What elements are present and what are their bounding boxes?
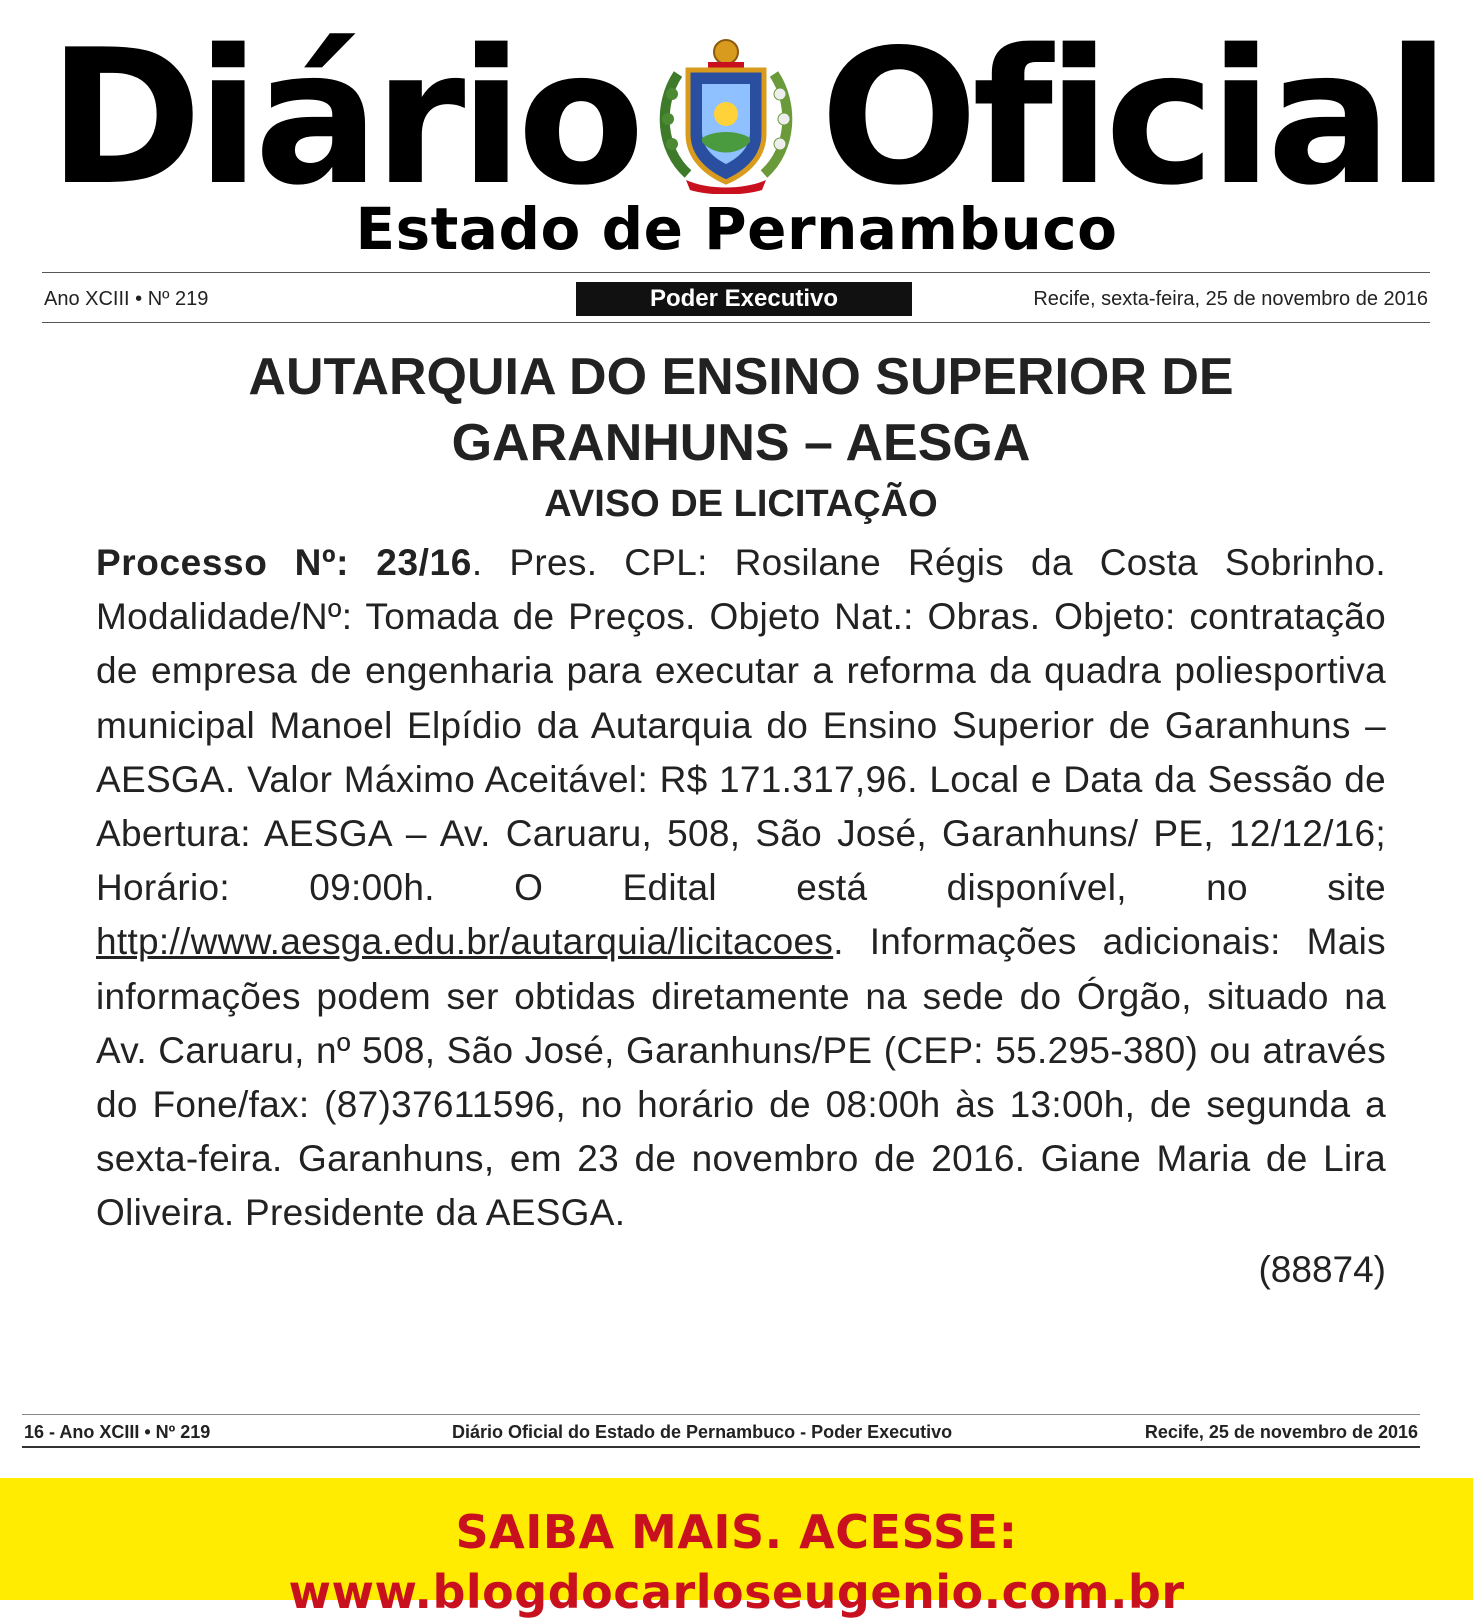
masthead: [0, 0, 1473, 270]
notice-heading: AUTARQUIA DO ENSINO SUPERIOR DE GARANHUNS – AESGA: [248, 348, 1234, 472]
notice-text-part-1: . Pres. CPL: Rosilane Régis da Costa Sobrinho. Modalidade/Nº: Tomada de Preços. Objeto Nat.: Obras. Objeto: contratação de empresa de engenharia para executar a reforma da quadra poliesportiva municipal Manoel Elpídio da Autarquia do Ensino Superior de Garanhuns – AESGA. Valor Máximo Aceitável: R$ 171.317,96. Local e Data da Sessão de Abertura: AESGA – Av. Caruaru, 508, São José, Garanhuns/ PE, 12/12/16; Horário: 09:00h. O Edital está disponível, no site: [96, 542, 1386, 909]
top-rule: [42, 272, 1430, 273]
promo-banner-text[interactable]: SAIBA MAIS. ACESSE: www.blogdocarloseugenio.com.br: [288, 1505, 1185, 1619]
coat-of-arms-icon: [648, 34, 804, 194]
masthead-title-left: Diário: [48, 9, 639, 226]
promo-banner: [0, 1478, 1473, 1619]
page-footer: [22, 1418, 1420, 1448]
notice-body: [96, 536, 1386, 1241]
process-number: Processo Nº: 23/16: [96, 542, 472, 583]
section-label: Poder Executivo: [576, 282, 912, 316]
footer-publication: Diário Oficial do Estado de Pernambuco - Poder Executivo: [452, 1422, 953, 1442]
bid-notice: [96, 344, 1386, 1297]
masthead-title-right: Oficial: [820, 9, 1445, 226]
footer-top-rule: [22, 1414, 1420, 1415]
notice-text-part-2: . Informações adicionais: Mais informações podem ser obtidas diretamente na sede do Órgão, situado na Av. Caruaru, nº 508, São José, Garanhuns/PE (CEP: 55.295-380) ou através do Fone/fax: (87)37611596, no horário de 08:00h às 13:00h, de segunda a sexta-feira. Garanhuns, em 23 de novembro de 2016. Giane Maria de Lira Oliveira. Presidente da AESGA.: [96, 921, 1386, 1234]
footer-bottom-rule: [22, 1446, 1420, 1448]
issue-info-bar: [42, 280, 1430, 320]
issue-number: Ano XCIII • Nº 219: [44, 288, 209, 310]
footer-date: Recife, 25 de novembro de 2016: [1144, 1422, 1418, 1442]
masthead-subtitle: Estado de Pernambuco: [355, 195, 1118, 263]
notice-link[interactable]: http://www.aesga.edu.br/autarquia/licitacoes: [96, 921, 834, 963]
issue-date: Recife, sexta-feira, 25 de novembro de 2016: [1033, 288, 1428, 310]
footer-issue: 16 - Ano XCIII • Nº 219: [24, 1422, 211, 1442]
bottom-rule: [42, 322, 1430, 323]
notice-id: (88874): [1258, 1248, 1386, 1290]
notice-subheading: AVISO DE LICITAÇÃO: [544, 483, 938, 525]
